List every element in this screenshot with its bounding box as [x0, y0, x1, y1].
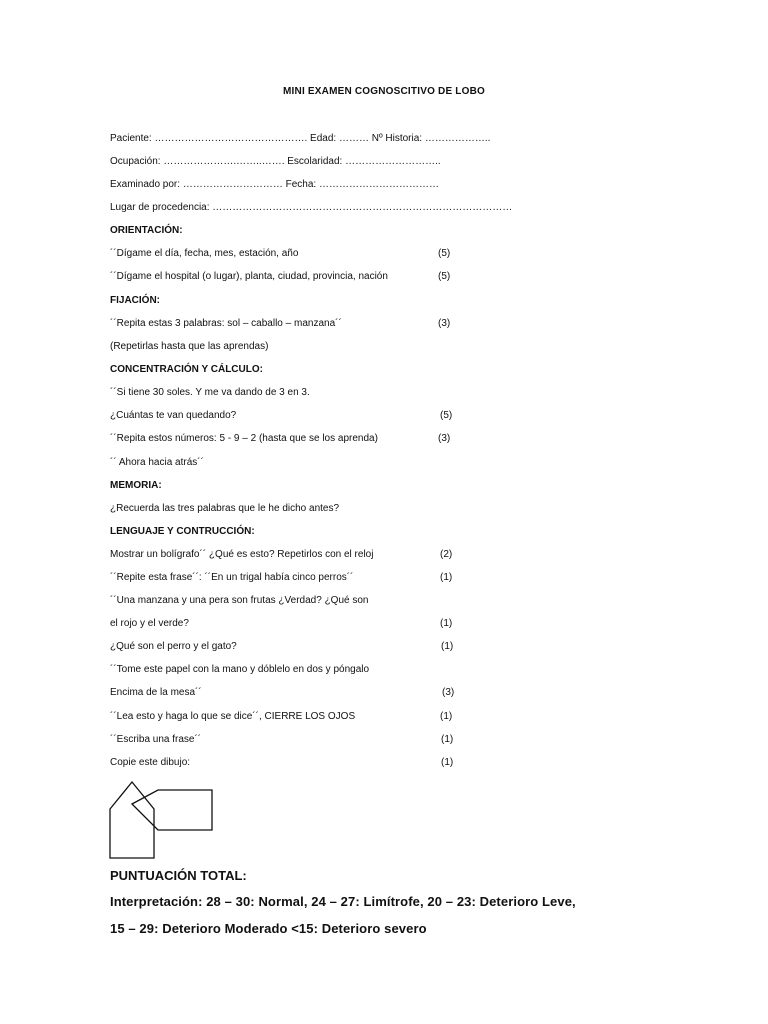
question-score: (5) [438, 248, 451, 259]
question-text: ´´Una manzana y una pera son frutas ¿Verdad? ¿Qué son [110, 595, 369, 606]
question-score: (3) [442, 687, 455, 698]
document-title: MINI EXAMEN COGNOSCITIVO DE LOBO [283, 86, 485, 97]
question-text: ´´Repita estas 3 palabras: sol – caballo – manzana´´ [110, 318, 342, 329]
section-heading-concentracion: CONCENTRACIÓN Y CÁLCULO: [110, 364, 263, 375]
section-heading-memoria: MEMORIA: [110, 480, 162, 491]
examiner-field-line: Examinado por: ………………………… Fecha: ……………………………… [110, 179, 439, 190]
question-text: ¿Recuerda las tres palabras que le he dicho antes? [110, 503, 340, 514]
patient-field-line: Paciente: ………………………………………. Edad: ……… Nº Historia: ……………….. [110, 133, 491, 144]
question-text: ´´Repita estos números: 5 - 9 – 2 (hasta que se los aprenda) [110, 433, 378, 444]
question-text: ´´Tome este papel con la mano y dóblelo en dos y póngalo [110, 664, 370, 675]
question-score: (1) [441, 757, 454, 768]
question-score: (1) [441, 641, 454, 652]
question-text: ´´Repite esta frase´´: ´´En un trigal había cinco perros´´ [110, 572, 354, 583]
question-text: ´´Si tiene 30 soles. Y me va dando de 3 en 3. [110, 387, 310, 398]
question-text: Encima de la mesa´´ [110, 687, 202, 698]
question-text: Copie este dibujo: [110, 757, 191, 768]
question-text: ´´Dígame el día, fecha, mes, estación, año [110, 248, 299, 259]
question-score: (5) [438, 271, 451, 282]
total-score-label: PUNTUACIÓN TOTAL: [110, 868, 247, 883]
question-score: (1) [440, 711, 453, 722]
origin-field-line: Lugar de procedencia: ……………………………………………………………………………… [110, 202, 513, 213]
question-text: Mostrar un bolígrafo´´ ¿Qué es esto? Repetirlos con el reloj [110, 549, 374, 560]
question-score: (3) [438, 318, 451, 329]
question-text: el rojo y el verde? [110, 618, 189, 629]
question-note: (Repetirlas hasta que las aprendas) [110, 341, 269, 352]
question-text: ´´Escriba una frase´´ [110, 734, 202, 745]
question-score: (1) [441, 734, 454, 745]
section-heading-orientacion: ORIENTACIÓN: [110, 225, 183, 236]
question-score: (1) [440, 572, 453, 583]
question-text: ¿Qué son el perro y el gato? [110, 641, 237, 652]
section-heading-fijacion: FIJACIÓN: [110, 295, 160, 306]
question-score: (1) [440, 618, 453, 629]
section-heading-lenguaje: LENGUAJE Y CONTRUCCIÓN: [110, 526, 255, 537]
question-text: ¿Cuántas te van quedando? [110, 410, 237, 421]
question-text: ´´Lea esto y haga lo que se dice´´, CIERRE LOS OJOS [110, 711, 356, 722]
interpretation-line-1: Interpretación: 28 – 30: Normal, 24 – 27: Limítrofe, 20 – 23: Deterioro Leve, [110, 894, 576, 909]
question-text: ´´ Ahora hacia atrás´´ [110, 457, 204, 468]
question-score: (5) [440, 410, 453, 421]
occupation-field-line: Ocupación: ………………….……..……. Escolaridad: ……………………….. [110, 156, 441, 167]
question-text: ´´Dígame el hospital (o lugar), planta, ciudad, provincia, nación [110, 271, 388, 282]
question-score: (2) [440, 549, 453, 560]
question-score: (3) [438, 433, 451, 444]
interpretation-line-2: 15 – 29: Deterioro Moderado <15: Deterioro severo [110, 921, 427, 936]
copy-drawing-figure [108, 778, 218, 862]
